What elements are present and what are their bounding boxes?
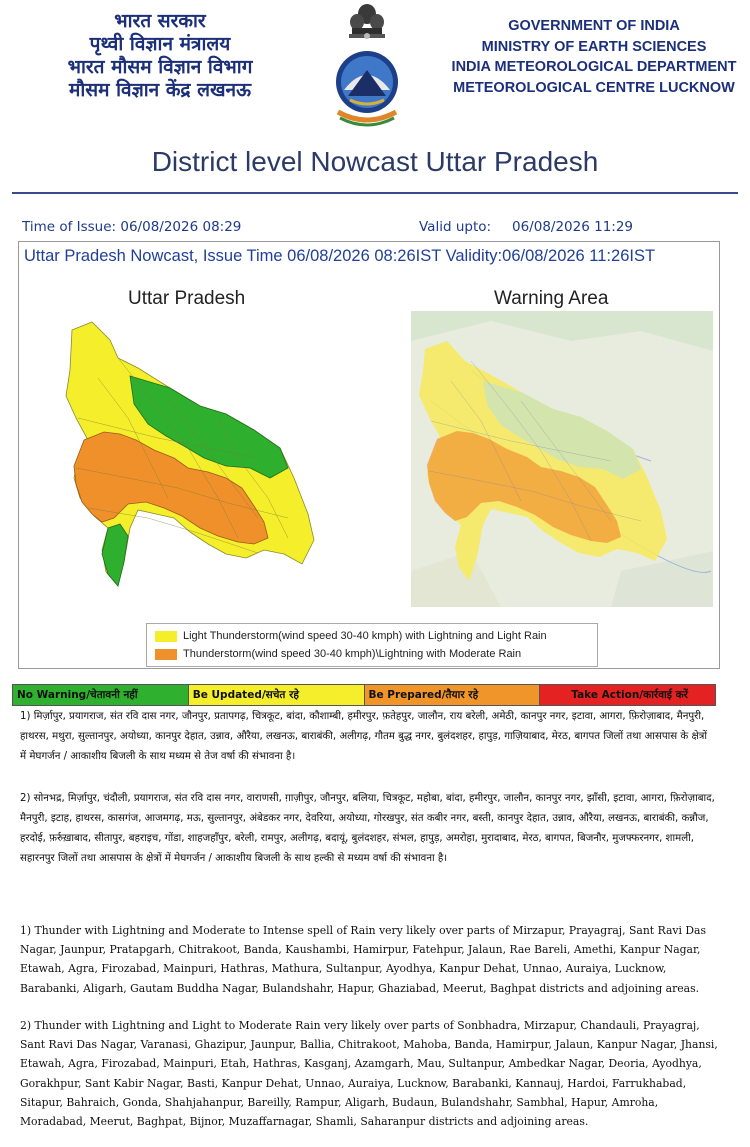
warning-area-map [411, 311, 713, 607]
header-divider [12, 192, 738, 194]
warning-be-prepared: Be Prepared/तैयार रहे [365, 685, 541, 705]
hindi-forecast-2: 2) सोनभद्र, मिर्ज़ापुर, चंदौली, प्रयागराज, संत रवि दास नगर, वाराणसी, ग़ाज़ीपुर, जौनपुर, बलिया, चित्रकूट, महोबा, बांदा, हमीरपुर, जालौन, कानपुर नगर, झाँसी, इटावा, आगरा, फ़िरोज़ाबाद, मैनपुरी, इटाह, हाथरस, कासगंज, आजमगढ़, मऊ, सुल्तानपुर, अंबेडकर नगर, देवरिया, अयोध्या, गोरखपुर, संत कबीर नगर, बस्ती, कानपुर देहात, उन्नाव, औरैया, लखनऊ, बाराबंकी, कन्नौज, हरदोई, फ़र्रुख़ाबाद, सीतापुर, बहराइच, गोंडा, शाहजहाँपुर, बरेली, रामपुर, अलीगढ़, बदायूं, बुलंदशहर, संभल, हापुड़, अमरोहा, मुरादाबाद, मेरठ, बागपत, बिजनौर, मुजफ्फरनगर, शामली, सहारनपुर जिलों तथा आसपास के क्षेत्रों में मेघगर्जन / आकाशीय बिजली के साथ हल्की से मध्यम वर्षा की संभावना है। [20, 793, 715, 864]
warning-take-action: Take Action/कार्रवाई करें [540, 685, 715, 705]
english-line-4: METEOROLOGICAL CENTRE LUCKNOW [453, 79, 735, 96]
map-legend [146, 623, 598, 667]
warning-be-updated: Be Updated/सचेत रहे [189, 685, 365, 705]
warning-no-warning: No Warning/चेतावनी नहीं [13, 685, 189, 705]
left-map-label: Uttar Pradesh [128, 288, 246, 309]
hindi-line-3: भारत मौसम विज्ञान विभाग [67, 56, 253, 78]
page-title: District level Nowcast Uttar Pradesh [151, 146, 599, 177]
panel-title: Uttar Pradesh Nowcast, Issue Time 06/08/2026 08:26IST Validity:06/08/2026 11:26IST [24, 247, 656, 265]
hindi-line-4: मौसम विज्ञान केंद्र लखनऊ [68, 79, 252, 101]
legend-text-light: Light Thunderstorm(wind speed 30-40 kmph) with Lightning and Light Rain [183, 630, 547, 642]
legend-swatch-orange [155, 649, 177, 660]
legend-text-moderate: Thunderstorm(wind speed 30-40 kmph)\Lightning with Moderate Rain [183, 648, 522, 660]
english-forecast-2: 2) Thunder with Lightning and Light to Moderate Rain very likely over parts of Sonbhadra, Mirzapur, Chandauli, Prayagraj, Sant Ravi Das Nagar, Varanasi, Ghazipur, Jaunpur, Ballia, Chitrakoot, Mahoba, Banda, Hamirpur, Jalaun, Kanpur Nagar, Jhansi, Etawah, Agra, Firozabad, Mainpuri, Etah, Hathras, Kasganj, Azamgarh, Mau, Sultanpur, Ambedkar Nagar, Deoria, Ayodhya, Gorakhpur, Sant Kabir Nagar, Basti, Kanpur Dehat, Unnao, Auraiya, Lucknow, Barabanki, Kannauj, Hardoi, Farrukhabad, Sitapur, Bahraich, Gonda, Shahjahanpur, Bareilly, Rampur, Aligarh, Budaun, Bulandshahr, Sambhal, Hapur, Amroha, Moradabad, Meerut, Baghpat, Bijnor, Muzaffarnagar, Shamli, Saharanpur districts and adjoining areas. [20, 1019, 718, 1129]
english-line-2: MINISTRY OF EARTH SCIENCES [481, 38, 707, 55]
right-map-label: Warning Area [494, 288, 609, 309]
state-emblem-logo [330, 0, 404, 132]
english-line-1: GOVERNMENT OF INDIA [508, 18, 680, 34]
valid-upto-label: Valid upto: [419, 219, 492, 235]
time-of-issue: Time of Issue: 06/08/2026 08:29 [22, 219, 242, 235]
hindi-header [20, 10, 300, 102]
hindi-forecast-1: 1) मिर्ज़ापुर, प्रयागराज, संत रवि दास नगर, जौनपुर, प्रतापगढ़, चित्रकूट, बांदा, कौशाम्बी, हमीरपुर, फ़तेहपुर, जालौन, राय बरेली, अमेठी, कानपुर नगर, इटावा, आगरा, फ़िरोज़ाबाद, मैनपुरी, हाथरस, मथुरा, सुल्तानपुर, अयोध्या, कानपुर देहात, उन्नाव, औरैया, लखनऊ, बाराबंकी, अलीगढ़, गौतम बुद्ध नगर, बुलंदशहर, हापुड़, गाज़ियाबाद, मेरठ, बागपत जिलों तथा आसपास के क्षेत्रों में मेघगर्जन / आकाशीय बिजली के साथ मध्यम से तेज वर्षा की संभावना है। [20, 711, 708, 762]
hindi-line-1: भारत सरकार [114, 10, 206, 32]
legend-item-moderate [155, 648, 521, 660]
english-line-3: INDIA METEOROLOGICAL DEPARTMENT [451, 59, 737, 75]
hindi-line-2: पृथ्वी विज्ञान मंत्रालय [89, 33, 231, 55]
english-forecast-1: 1) Thunder with Lightning and Moderate to Intense spell of Rain very likely over parts of Mirzapur, Prayagraj, Sant Ravi Das Nagar, Jaunpur, Pratapgarh, Chitrakoot, Banda, Kaushambi, Hamirpur, Fatehpur, Jalaun, Rae Bareli, Amethi, Kanpur Nagar, Etawah, Agra, Firozabad, Mainpuri, Hathras, Mathura, Sultanpur, Ayodhya, Kanpur Dehat, Unnao, Auraiya, Lucknow, Barabanki, Aligarh, Gautam Buddha Nagar, Bulandshahr, Hapur, Ghaziabad, Meerut, Baghpat districts and adjoining areas. [20, 924, 707, 995]
warning-level-bar [12, 684, 716, 706]
uttar-pradesh-district-map [58, 318, 348, 608]
valid-upto-value: 06/08/2026 11:29 [512, 219, 634, 235]
legend-item-light [155, 630, 547, 642]
legend-swatch-yellow [155, 631, 177, 642]
english-header [448, 16, 740, 98]
